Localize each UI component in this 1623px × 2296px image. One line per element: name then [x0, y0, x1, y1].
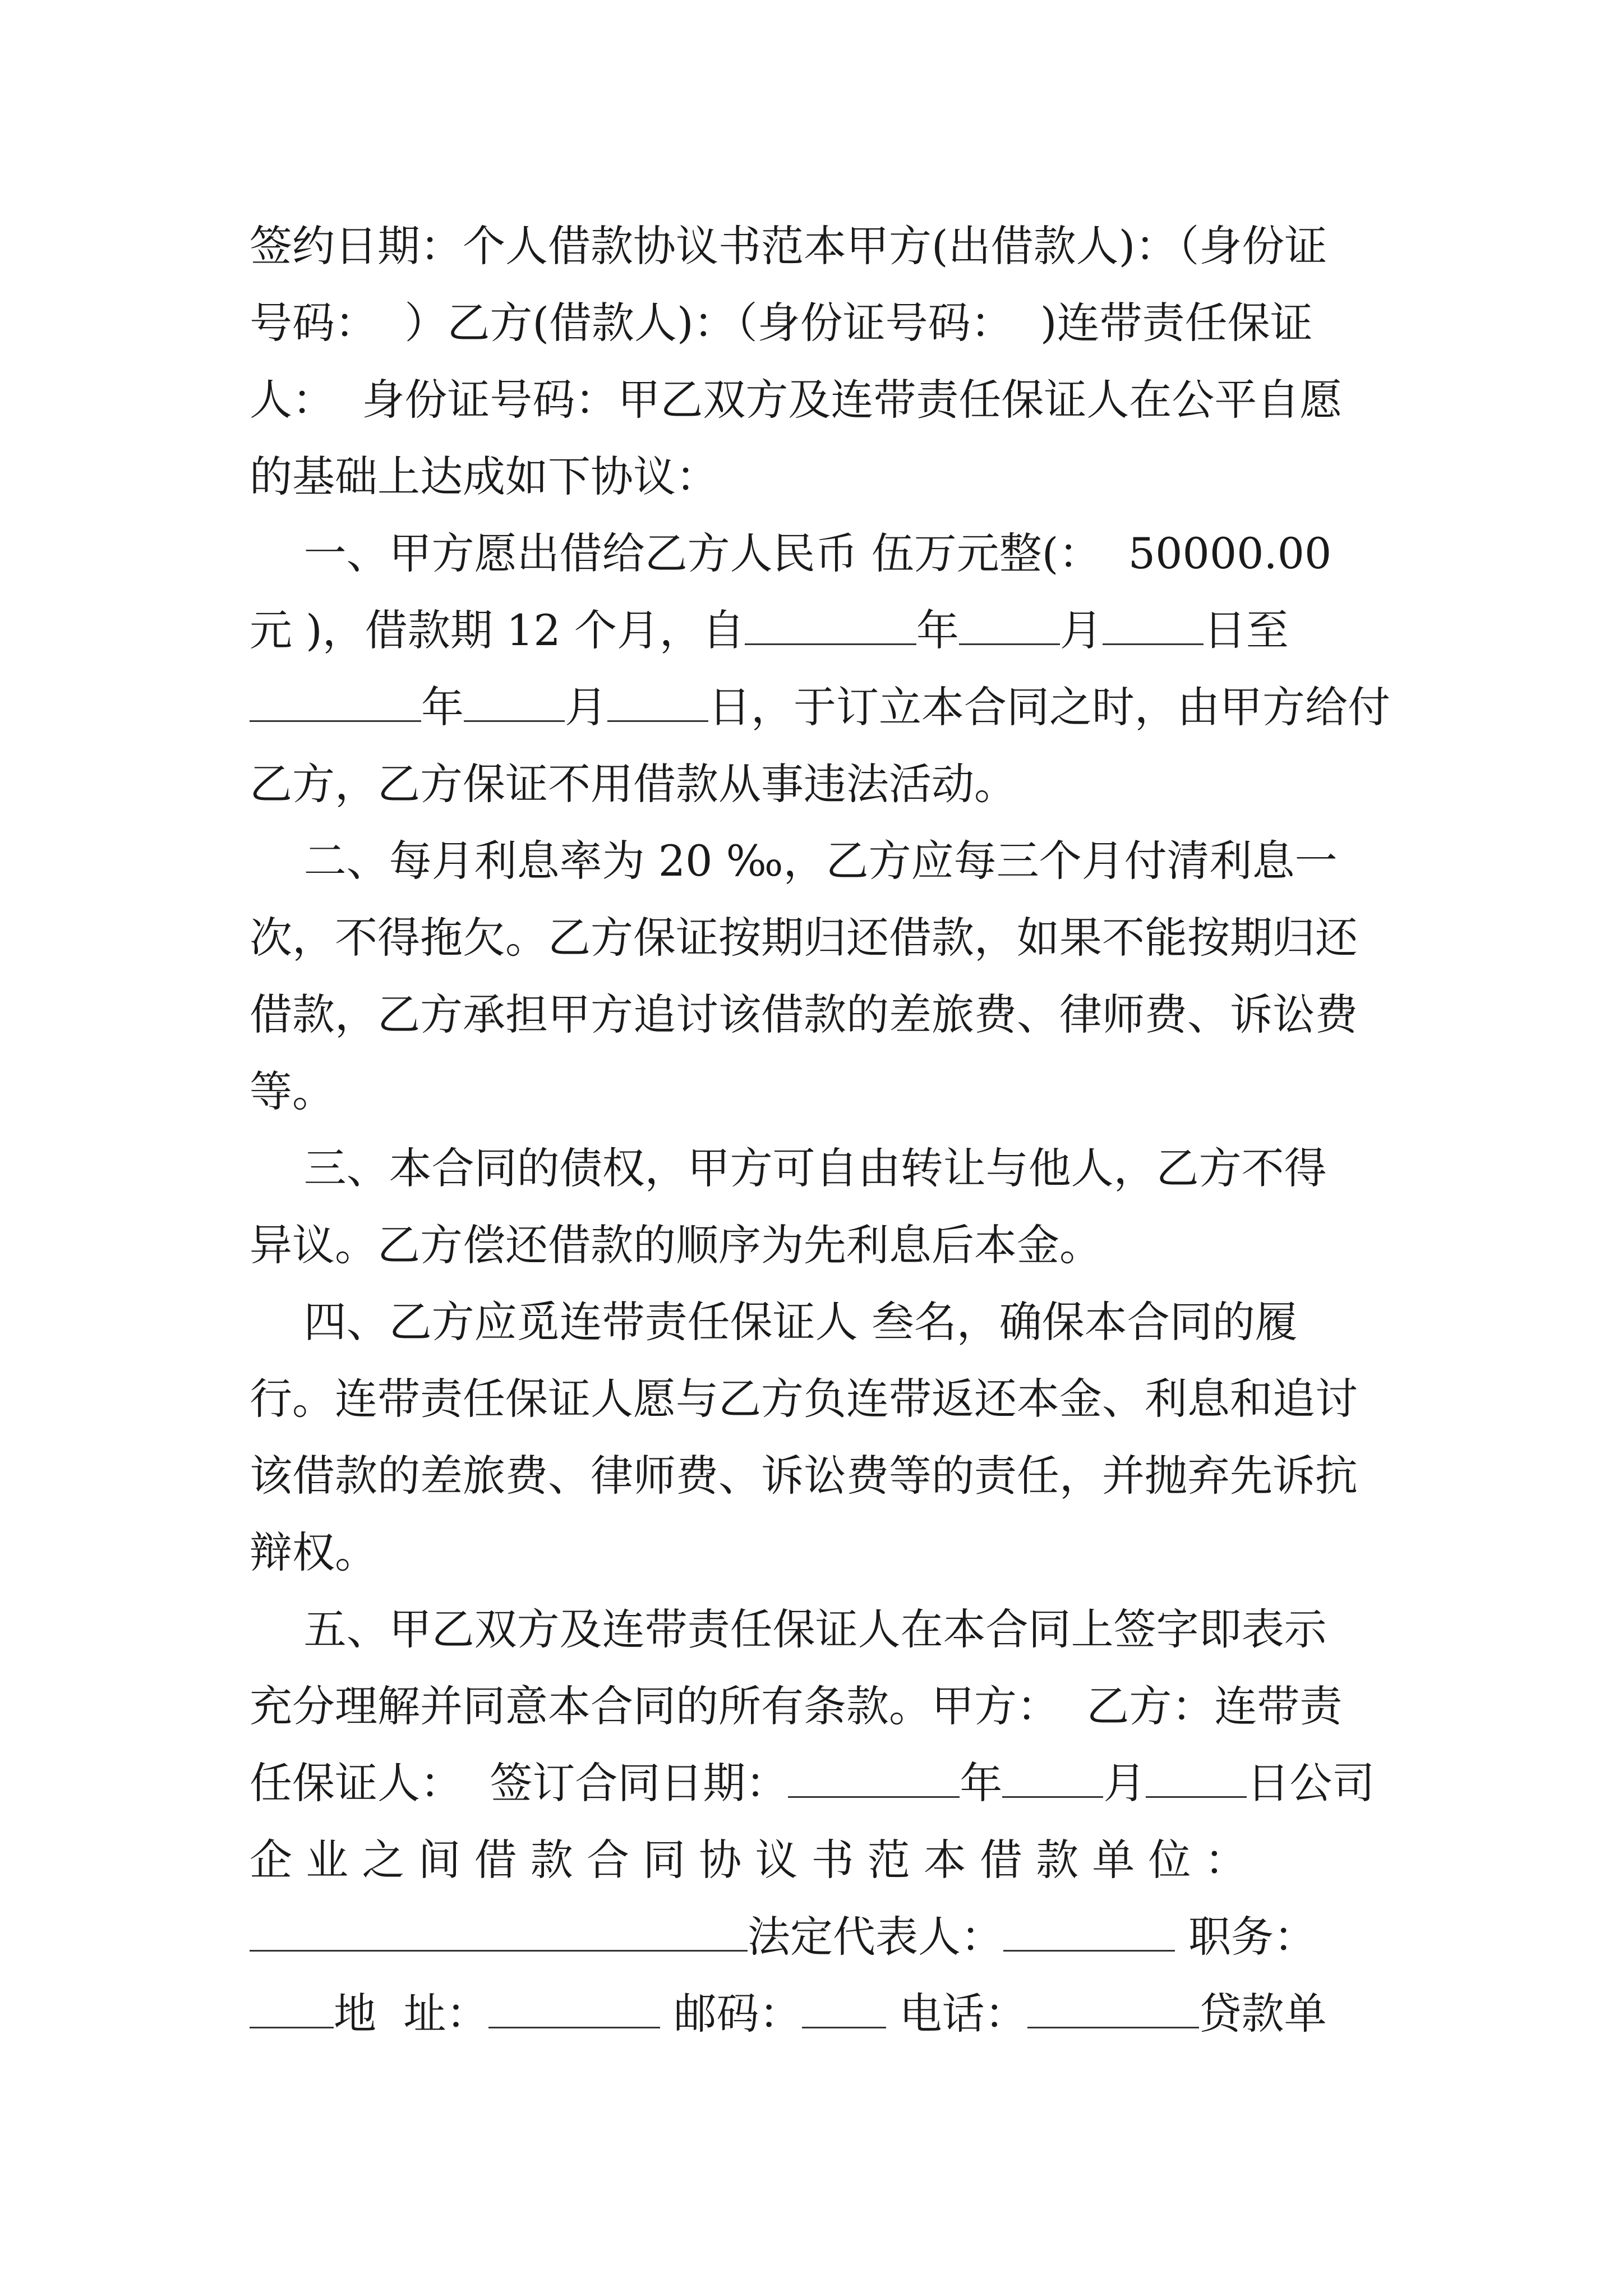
blank-field[interactable]	[788, 1757, 960, 1798]
text-segment: 月	[1103, 1758, 1146, 1808]
text-segment: 法定代表人：	[748, 1912, 1003, 1962]
blank-field[interactable]	[250, 1911, 748, 1952]
blank-field[interactable]	[464, 681, 565, 722]
text-line: 签约日期：个人借款协议书范本甲方(出借款人)：（身份证	[250, 221, 1327, 271]
text-segment: 日公司	[1247, 1758, 1375, 1808]
blank-field[interactable]	[802, 1987, 886, 2028]
text-segment: 贷款单	[1198, 1989, 1327, 2039]
text-segment: 元 )，借款期 12 个月，自	[250, 605, 745, 655]
blank-field[interactable]	[1146, 1757, 1247, 1798]
text-segment: 年	[960, 1758, 1003, 1808]
text-line	[250, 592, 1388, 669]
text-line	[250, 1898, 1388, 1975]
text-segment: 年	[421, 682, 464, 732]
blank-field[interactable]	[959, 604, 1060, 645]
text-line: 五、甲乙双方及连带责任保证人在本合同上签字即表示	[250, 1604, 1327, 1654]
text-segment: 任保证人： 签订合同日期：	[250, 1758, 789, 1808]
blank-field[interactable]	[488, 1987, 660, 2028]
text-segment: 年	[916, 605, 959, 655]
text-line: 号码： ）乙方(借款人)：（身份证号码： )连带责任保证	[250, 298, 1313, 348]
text-line: 等。	[250, 1066, 335, 1116]
text-line: 该借款的差旅费、律师费、诉讼费等的责任，并抛弃先诉抗	[250, 1451, 1358, 1501]
blank-field[interactable]	[745, 604, 916, 645]
text-line: 一、甲方愿出借给乙方人民币 伍万元整(： 50000.00	[250, 528, 1332, 578]
text-line: 企 业 之 间 借 款 合 同 协 议 书 范 本 借 款 单 位 ：	[250, 1835, 1247, 1885]
text-segment: 地 址：	[334, 1989, 489, 2039]
text-line	[250, 1975, 1388, 2052]
text-line: 充分理解并同意本合同的所有条款。甲方： 乙方：连带责	[250, 1681, 1343, 1731]
text-line: 辩权。	[250, 1527, 377, 1577]
text-line: 行。连带责任保证人愿与乙方负连带返还本金、利息和追讨	[250, 1374, 1358, 1424]
text-line: 四、乙方应觅连带责任保证人 叁名，确保本合同的履	[250, 1297, 1298, 1347]
text-line: 的基础上达成如下协议：	[250, 452, 718, 501]
text-line: 二、每月利息率为 20 ‰，乙方应每三个月付清利息一	[250, 836, 1338, 886]
blank-field[interactable]	[1002, 1757, 1103, 1798]
blank-field[interactable]	[1003, 1911, 1175, 1952]
text-segment: 日，于订立本合同之时，由甲方给付	[708, 682, 1390, 732]
text-segment: 职务：	[1175, 1912, 1317, 1962]
text-line: 人： 身份证号码：甲乙双方及连带责任保证人在公平自愿	[250, 375, 1343, 425]
text-segment: 邮码：	[660, 1989, 802, 2039]
blank-field[interactable]	[250, 1987, 334, 2028]
text-line: 次，不得拖欠。乙方保证按期归还借款，如果不能按期归还	[250, 913, 1358, 963]
text-line	[250, 1745, 1388, 1821]
blank-field[interactable]	[607, 681, 708, 722]
text-segment: 月	[1059, 605, 1103, 655]
blank-field[interactable]	[250, 681, 421, 722]
text-line: 借款，乙方承担甲方追讨该借款的差旅费、律师费、诉讼费	[250, 990, 1358, 1039]
text-segment: 日至	[1203, 605, 1289, 655]
text-line: 异议。乙方偿还借款的顺序为先利息后本金。	[250, 1220, 1102, 1270]
text-segment: 电话：	[886, 1989, 1027, 2039]
text-line	[250, 669, 1388, 746]
text-segment: 月	[565, 682, 607, 732]
text-line: 乙方，乙方保证不用借款从事违法活动。	[250, 759, 1017, 809]
blank-field[interactable]	[1103, 604, 1204, 645]
text-line: 三、本合同的债权，甲方可自由转让与他人，乙方不得	[250, 1143, 1327, 1193]
blank-field[interactable]	[1027, 1987, 1199, 2028]
